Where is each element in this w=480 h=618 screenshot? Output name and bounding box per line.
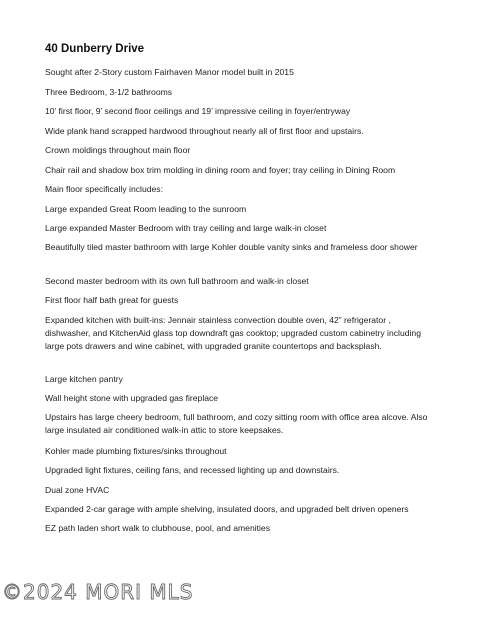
document-title: 40 Dunberry Drive — [45, 43, 145, 55]
feature-item: Dual zone HVAC — [45, 485, 110, 495]
feature-item: Sought after 2-Story custom Fairhaven Manor model built in 2015 — [45, 67, 294, 77]
feature-item: Wall height stone with upgraded gas fireplace — [45, 393, 219, 403]
mls-watermark: ©2024 MORI MLS — [2, 580, 194, 604]
feature-item: Three Bedroom, 3-1/2 bathrooms — [45, 87, 173, 97]
feature-item: Beautifully tiled master bathroom with large Kohler double vanity sinks and frameless door shower — [45, 242, 418, 252]
feature-item: Expanded 2-car garage with ample shelving, insulated doors, and upgraded belt driven openers — [45, 504, 409, 514]
feature-item: Crown moldings throughout main floor — [45, 145, 191, 155]
feature-item: 10’ first floor, 9’ second floor ceilings and 19’ impressive ceiling in foyer/entryway — [45, 106, 351, 116]
feature-item: EZ path laden short walk to clubhouse, pool, and amenities — [45, 523, 271, 533]
feature-item: Large expanded Master Bedroom with tray ceiling and large walk-in closet — [45, 223, 327, 233]
feature-item: Upstairs has large cheery bedroom, full bathroom, and cozy sitting room with office area alcove. Also large insulated air conditioned walk-in attic to store keepsakes. — [45, 412, 428, 436]
feature-item: First floor half bath great for guests — [45, 295, 179, 305]
feature-item: Main floor specifically includes: — [45, 184, 163, 194]
feature-item: Chair rail and shadow box trim molding in dining room and foyer; tray ceiling in Dining Room — [45, 165, 396, 175]
feature-item: Wide plank hand scrapped hardwood throughout nearly all of first floor and upstairs. — [45, 126, 364, 136]
feature-item: Expanded kitchen with built-ins: Jennair stainless convection double oven, 42” refrigerator , dishwasher, and KitchenAid glass top downdraft gas cooktop; upgraded custom cabinetry including large pots drawers and wine cabinet, with upgraded granite countertops and backsplash. — [45, 315, 421, 352]
feature-item: Kohler made plumbing fixtures/sinks throughout — [45, 446, 227, 456]
feature-item: Second master bedroom with its own full bathroom and walk-in closet — [45, 276, 309, 286]
feature-item: Large kitchen pantry — [45, 374, 123, 384]
feature-item: Upgraded light fixtures, ceiling fans, and recessed lighting up and downstairs. — [45, 465, 340, 475]
feature-item: Large expanded Great Room leading to the sunroom — [45, 204, 247, 214]
